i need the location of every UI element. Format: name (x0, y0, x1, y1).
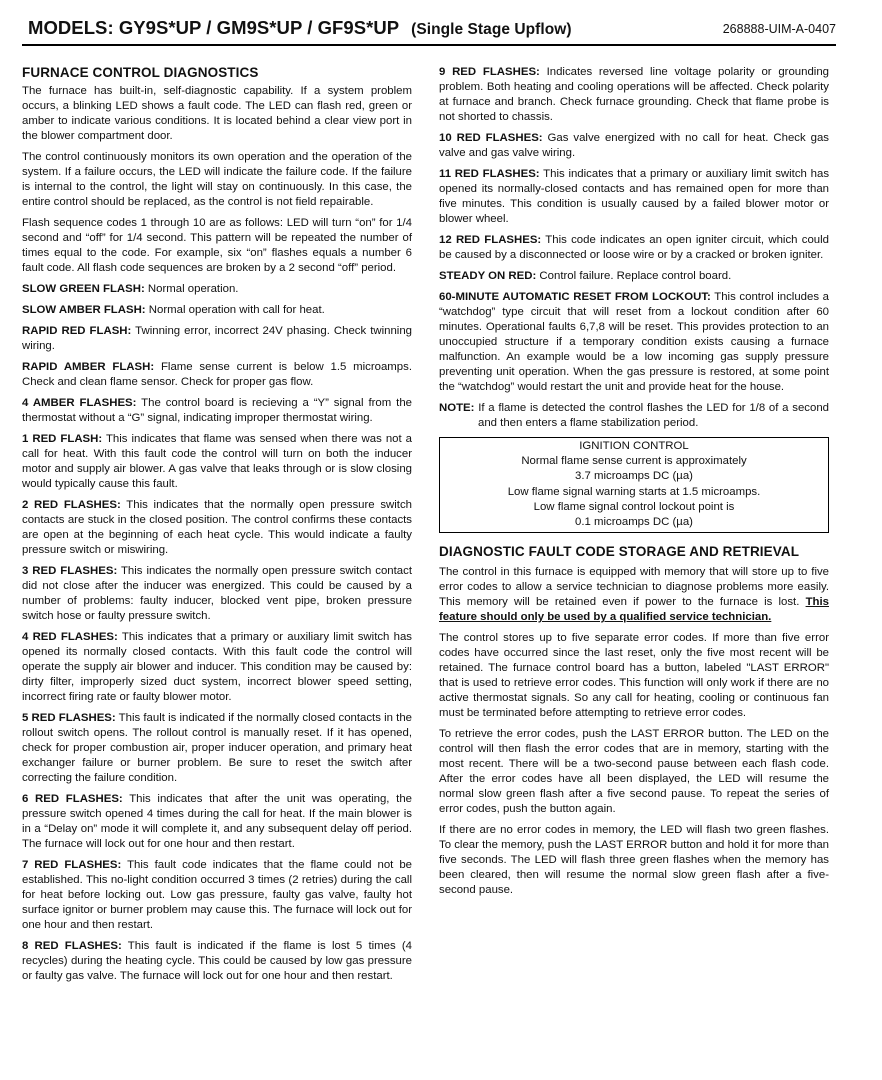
fault-code-label: 7 RED FLASHES: (22, 859, 122, 871)
fault-code-label: STEADY ON RED: (439, 270, 537, 282)
fault-code-paragraph (22, 711, 412, 786)
storage-paragraph (439, 565, 829, 625)
fault-code-label: 12 RED FLASHES: (439, 234, 542, 246)
ignition-box-line: Low flame signal warning starts at 1.5 microamps. (507, 485, 761, 498)
fault-code-paragraph (22, 282, 412, 297)
storage-paragraph: To retrieve the error codes, push the LAST ERROR button. The LED on the control will then flash the error codes that are in memory, starting with the most recent. There will be a two-second pause between each flash code. After the error codes have all been displayed, the LED will resume the normal slow green flash after a five second pause. To repeat the series of error codes, push the button again. (439, 728, 829, 816)
fault-code-text: This indicates that after the unit was operating, the pressure switch opened 4 times during the call for heat. If the main blower is in a “Delay on” mode it will complete it, and any subsequent delay off period. The furnace will lock out for one hour and then restart. (22, 793, 412, 850)
models-title (28, 17, 572, 39)
storage-text: The control in this furnace is equipped with memory that will store up to five error codes to allow a service technician to diagnose problems more easily. This memory will be retained even if power to the furnace is lost. (439, 566, 829, 609)
fault-code-label: 10 RED FLASHES: (439, 132, 543, 144)
fault-code-paragraph (439, 167, 829, 227)
section-heading-storage: DIAGNOSTIC FAULT CODE STORAGE AND RETRIEVAL (439, 544, 800, 560)
fault-code-text: This control includes a “watchdog” type circuit that will reset from a lockout condition after 60 minutes. Operational faults 6,7,8 will be reset. This provides protection to an unoccupied structure if a temporary condition exists causing a furnace malfunction. An example would be a low incoming gas supply pressure preventing unit operation. When the gas pressure is restored, at some point the “watchdog” would restart the unit and provide heat for the house. (439, 291, 829, 393)
fault-code-paragraph (22, 939, 412, 984)
fault-code-paragraph (439, 65, 829, 125)
ignition-box-line: 0.1 microamps DC (µa) (575, 516, 693, 529)
fault-code-label: SLOW GREEN FLASH: (22, 283, 145, 295)
fault-code-paragraph (22, 792, 412, 852)
fault-code-label: 11 RED FLASHES: (439, 168, 540, 180)
fault-code-label: 5 RED FLASHES: (22, 712, 116, 724)
page-header (22, 14, 836, 46)
fault-code-paragraph (22, 396, 412, 426)
intro-paragraph: The furnace has built-in, self-diagnostic capability. If a system problem occurs, a blinking LED shows a fault code. The LED can flash red, green or amber to indicate various conditions. It is located behind a clear view port in the blower compartment door. (22, 85, 412, 142)
fault-code-paragraph (22, 360, 412, 390)
ignition-box-line: 3.7 microamps DC (µa) (575, 470, 693, 483)
fault-code-text: Flame sense current is below 1.5 microamps. Check and clean flame sensor. Check for proper gas flow. (22, 361, 412, 388)
fault-code-paragraph (22, 564, 412, 624)
fault-code-paragraph (439, 131, 829, 161)
fault-code-label: 9 RED FLASHES: (439, 66, 540, 78)
fault-code-paragraph (22, 630, 412, 705)
fault-code-paragraph (22, 498, 412, 558)
fault-code-label: RAPID RED FLASH: (22, 325, 132, 337)
models-subtitle: (Single Stage Upflow) (411, 21, 572, 38)
storage-paragraph: If there are no error codes in memory, the LED will flash two green flashes. To clear the memory, push the LAST ERROR button and hold it for more than five seconds. The LED will flash three green flashes when the memory has been cleared, then will resume the normal slow green flash after a five-second pause. (439, 824, 829, 897)
fault-code-text: Gas valve energized with no call for heat. Check gas valve and gas valve wiring. (439, 132, 829, 159)
fault-code-label: 2 RED FLASHES: (22, 499, 121, 511)
fault-code-text: This code indicates an open igniter circuit, which could be caused by a disconnected or loose wire or by a cracked or broken igniter. (439, 234, 829, 261)
fault-code-text: This indicates the normally open pressure switch contact did not close after the inducer was energized. This could be caused by a number of problems: faulty inducer, blocked vent pipe, broken pressure switch hose or faulty pressure switch. (22, 565, 412, 622)
right-column (439, 65, 829, 904)
intro-paragraph: Flash sequence codes 1 through 10 are as follows: LED will turn “on” for 1/4 second and “off” for 1/4 second. This pattern will be repeated the number of times equal to the code. For example, six “on” flashes equals a number 6 fault code. All flash code sequences are broken by a 2 second “off” period. (22, 217, 412, 274)
fault-code-text: This fault code indicates that the flame could not be established. This no-light condition occurred 3 times (2 retries) during the call for heat before locking out. Low gas pressure, faulty gas valve, faulty hot surface ignitor or burner problem may cause this. The furnace will lock out for one hour and then restart. (22, 859, 412, 931)
fault-code-text: Indicates reversed line voltage polarity or grounding problem. Both heating and cooling operations will be affected. Check polarity at furnace and branch. Check furnace grounding. Check that flame probe is not shorted to chassis. (439, 66, 829, 123)
fault-code-label: 4 RED FLASHES: (22, 631, 118, 643)
fault-code-paragraph (22, 432, 412, 492)
fault-code-text: Twinning error, incorrect 24V phasing. Check twinning wiring. (22, 325, 413, 352)
models-title-text: MODELS: GY9S*UP / GM9S*UP / GF9S*UP (28, 17, 400, 38)
fault-code-text: The control board is recieving a “Y” signal from the thermostat without a “G” signal, indicating improper thermostat wiring. (22, 397, 412, 424)
fault-code-text: Normal operation. (144, 283, 239, 295)
fault-code-label: 6 RED FLASHES: (22, 793, 123, 805)
fault-code-label: 3 RED FLASHES: (22, 565, 118, 577)
fault-code-label: 8 RED FLASHES: (22, 940, 122, 952)
section-heading-diagnostics: FURNACE CONTROL DIAGNOSTICS (22, 65, 259, 80)
document-code: 268888-UIM-A-0407 (722, 22, 836, 36)
fault-code-label: SLOW AMBER FLASH: (22, 304, 146, 316)
ignition-box-line: Normal flame sense current is approximately (521, 455, 747, 468)
note-text: If a flame is detected the control flashes the LED for 1/8 of a second and then enters a flame stabilization period. (474, 402, 829, 429)
fault-code-label: RAPID AMBER FLASH: (22, 361, 155, 373)
ignition-control-box (439, 437, 829, 533)
fault-code-paragraph (439, 233, 829, 263)
fault-code-paragraph (22, 324, 412, 354)
fault-code-paragraph (439, 290, 829, 395)
fault-code-label: 60-MINUTE AUTOMATIC RESET FROM LOCKOUT: (439, 291, 711, 303)
fault-code-text: This indicates that a primary or auxiliary limit switch has opened its normally-closed contacts and has remained open for more than five minutes. This condition is usually caused by a failed blower motor or blower wheel. (439, 168, 830, 225)
fault-code-paragraph (439, 269, 829, 284)
ignition-box-line: Low flame signal control lockout point is (533, 500, 735, 513)
fault-code-text: Control failure. Replace control board. (536, 270, 732, 282)
qualified-technician-warning: This feature should only be used by a qualified service technician. (439, 596, 829, 624)
fault-code-text: This indicates that a primary or auxiliary limit switch has opened its normally closed contacts. With this fault code the control will operate the supply air blower and inducer. This condition may be caused by: dirty filter, improperly sized duct system, incorrect blower speed setting, incorrect firing rate or faulty blower motor. (22, 631, 412, 703)
fault-code-text: This fault is indicated if the flame is lost 5 times (4 recycles) during the heating cycle. This could be caused by low gas pressure or faulty gas valve. The furnace will lock out for one hour and then restart. (22, 940, 412, 982)
note-paragraph (439, 401, 829, 431)
fault-code-paragraph (22, 303, 412, 318)
fault-code-label: 4 AMBER FLASHES: (22, 397, 137, 409)
ignition-box-title: IGNITION CONTROL (579, 440, 689, 452)
fault-code-label: 1 RED FLASH: (22, 433, 103, 445)
left-column (22, 64, 412, 990)
note-label: NOTE: (439, 402, 475, 414)
storage-paragraph: The control stores up to five separate error codes. If more than five error codes have occurred since the last reset, only the five most recent will be retained. The furnace control board has a button, labeled "LAST ERROR" that is used to retrieve error codes. This function will only work if there are no active thermostat signals. So any call for heating, cooling or continuous fan must be terminated before attempting to retrieve error codes. (439, 632, 829, 720)
intro-paragraph: The control continuously monitors its own operation and the operation of the system. If a failure occurs, the LED will indicate the failure code. If the failure is internal to the control, the light will stay on continuously. In this case, the entire control should be replaced, as the control is not field repairable. (22, 151, 412, 208)
fault-code-text: This fault is indicated if the normally closed contacts in the rollout switch opens. The rollout control is manually reset. If it has opened, check for proper combustion air, proper inducer operation, and primary heat exchanger failure or burner problem. Be sure to reset the switch after correcting the failure condition. (22, 712, 412, 784)
fault-code-paragraph (22, 858, 412, 933)
fault-code-text: This indicates that flame was sensed when there was not a call for heat. With this fault code the control will turn on both the inducer motor and supply air blower. A gas valve that leaks through or is slow closing would typically cause this fault. (22, 433, 412, 490)
fault-code-text: Normal operation with call for heat. (145, 304, 325, 316)
fault-code-text: This indicates that the normally open pressure switch contacts are stuck in the closed position. The control confirms these contacts are open at the beginning of each heat cycle. This would indicate a faulty pressure switch or miswiring. (22, 499, 412, 556)
